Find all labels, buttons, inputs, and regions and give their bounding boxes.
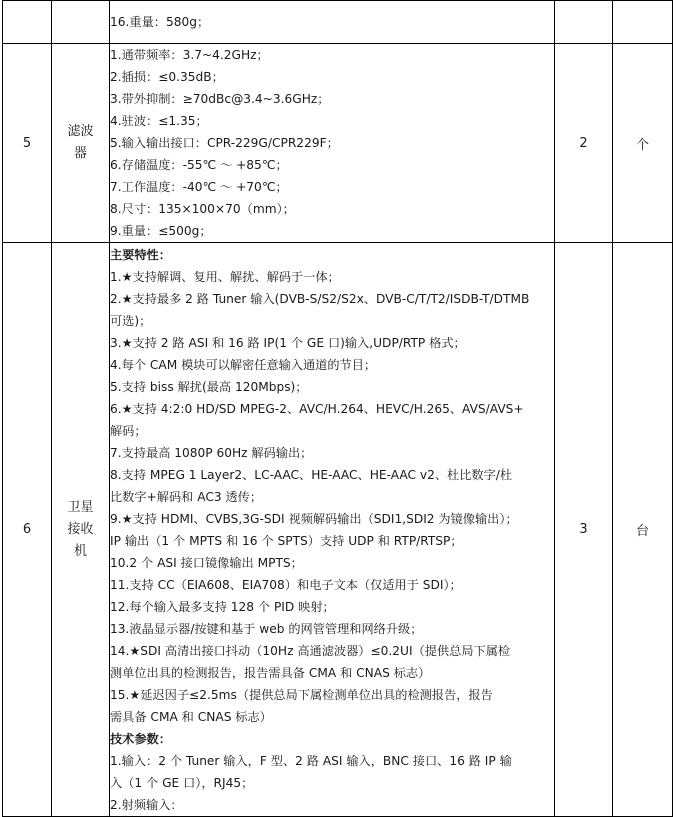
item-name-line: 器	[73, 146, 87, 161]
spec-line: 5.输入输出接口：CPR-229G/CPR229F；	[110, 136, 339, 150]
spec-line: 7.工作温度：-40℃ ～ +70℃；	[110, 180, 288, 194]
spec-line: 4.每个 CAM 模块可以解密任意输入通道的节目；	[110, 357, 377, 372]
spec-line: 8.尺寸：135×100×70（mm）；	[110, 202, 295, 216]
spec-line: 14.★SDI 高清出接口抖动（10Hz 高通滤波器）≤0.2UI（提供总局下属检	[110, 643, 511, 658]
table-row	[3, 243, 673, 817]
item-name-line: 接收	[67, 521, 94, 537]
quantity: 2	[555, 44, 613, 243]
unit	[613, 1, 673, 44]
spec-line: 9.重量：≤500g；	[110, 224, 212, 238]
spec-line: 9.★支持 HDMI、CVBS,3G-SDI 视频解码输出（SDI1,SDI2 为镜像输出）；	[110, 511, 518, 526]
item-name-line: 机	[73, 543, 87, 559]
spec-line: 测单位出具的检测报告，报告需具备 CMA 和 CNAS 标志）	[110, 665, 431, 680]
spec-line: 16.重量：580g；	[110, 15, 210, 29]
spec-cell	[110, 44, 555, 243]
spec-line: 2.射频输入：	[110, 797, 183, 812]
item-name-line: 滤波	[67, 124, 94, 139]
item-name	[52, 243, 110, 817]
spec-line: 15.★延迟因子≤2.5ms（提供总局下属检测单位出具的检测报告，报告	[110, 687, 493, 702]
spec-line: 8.支持 MPEG 1 Layer2、LC-AAC、HE-AAC、HE-AAC v2、杜比数字/杜	[110, 467, 513, 482]
spec-line: 3.带外抑制：≥70dBc@3.4~3.6GHz；	[110, 92, 330, 106]
spec-line: 13.液晶显示器/按键和基于 web 的网管管理和网络升级；	[110, 621, 423, 636]
spec-line: 比数字+解码和 AC3 透传；	[110, 489, 263, 504]
spec-line: 10.2 个 ASI 接口镜像输出 MPTS；	[110, 555, 303, 570]
section-heading: 主要特性：	[110, 247, 171, 262]
spec-table	[2, 0, 673, 817]
spec-line: 2.★支持最多 2 路 Tuner 输入(DVB-S/S2/S2x、DVB-C/T/T2/ISDB-T/DTMB	[110, 291, 530, 306]
spec-line: 6.存储温度：-55℃ ～ +85℃；	[110, 158, 288, 172]
spec-line: 11.支持 CC（EIA608、EIA708）和电子文本（仅适用于 SDI）；	[110, 577, 462, 592]
table-row	[3, 1, 673, 44]
spec-cell	[110, 243, 555, 817]
spec-line: 12.每个输入最多支持 128 个 PID 映射；	[110, 599, 335, 614]
spec-line: 5.支持 biss 解扰(最高 120Mbps)；	[110, 379, 308, 394]
row-number	[3, 1, 52, 44]
spec-line: 1.输入：2 个 Tuner 输入，F 型、2 路 ASI 输入，BNC 接口、16 路 IP 输	[110, 753, 512, 768]
quantity: 3	[555, 243, 613, 817]
spec-line: 3.★支持 2 路 ASI 和 16 路 IP(1 个 GE 口)输入,UDP/RTP 格式；	[110, 335, 466, 350]
row-number: 6	[3, 243, 52, 817]
spec-line: 1.通带频率：3.7~4.2GHz；	[110, 48, 269, 62]
section-heading: 技术参数：	[110, 731, 171, 746]
spec-line: 1.★支持解调、复用、解扰、解码于一体；	[110, 269, 340, 284]
row-number: 5	[3, 44, 52, 243]
spec-line: 入（1 个 GE 口），RJ45；	[110, 775, 254, 790]
quantity	[555, 1, 613, 44]
spec-line: 6.★支持 4:2:0 HD/SD MPEG-2、AVC/H.264、HEVC/H.265、AVS/AVS+	[110, 401, 524, 416]
spec-line: IP 输出（1 个 MPTS 和 16 个 SPTS）支持 UDP 和 RTP/RTSP；	[110, 533, 463, 548]
spec-line: 需具备 CMA 和 CNAS 标志）	[110, 709, 272, 724]
spec-cell	[110, 1, 555, 44]
spec-line: 解码；	[110, 423, 147, 438]
spec-line: 4.驻波：≤1.35；	[110, 114, 208, 128]
item-name	[52, 44, 110, 243]
spec-line: 可选)；	[110, 313, 152, 328]
unit: 台	[613, 243, 673, 817]
spec-line: 2.插损：≤0.35dB；	[110, 70, 224, 84]
table-row	[3, 44, 673, 243]
spec-line: 7.支持最高 1080P 60Hz 解码输出；	[110, 445, 313, 460]
item-name-line: 卫星	[67, 499, 94, 515]
unit: 个	[613, 44, 673, 243]
item-name	[52, 1, 110, 44]
